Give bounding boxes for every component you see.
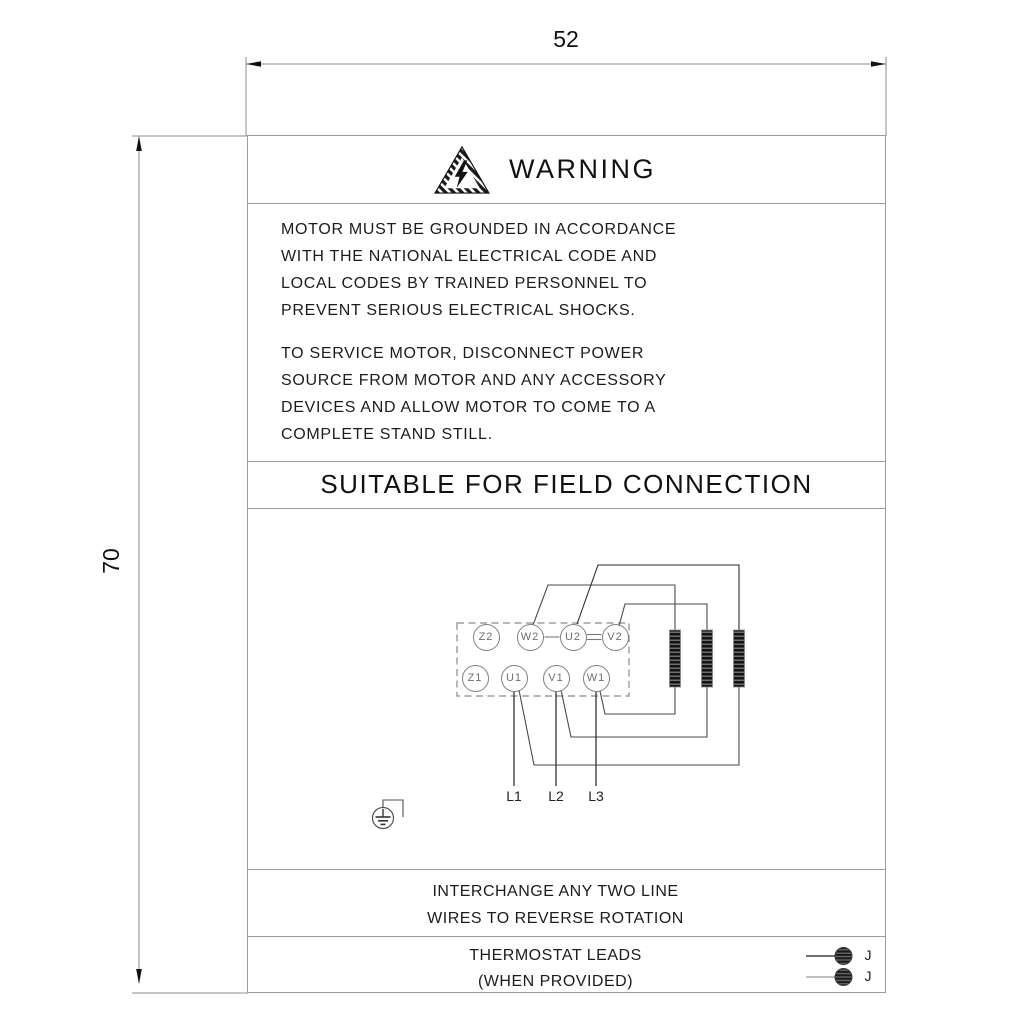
service-paragraph — [281, 340, 885, 448]
text-line: LOCAL CODES BY TRAINED PERSONNEL TO — [281, 275, 648, 292]
terminal-u1: U1 — [501, 665, 528, 692]
height-dimension-value: 70 — [98, 548, 124, 574]
arrow-up-icon — [136, 136, 142, 151]
winding-coil-icon — [734, 630, 745, 687]
terminal-v1: V1 — [543, 665, 570, 692]
wire-v1-coil2 — [561, 687, 707, 737]
winding-coil-icon — [670, 630, 681, 687]
width-dimension-value: 52 — [553, 26, 579, 52]
arrow-right-icon — [871, 61, 886, 67]
rotation-note-band — [248, 869, 885, 936]
wire-w1-coil1 — [600, 687, 675, 714]
winding-coil-icon — [702, 630, 713, 687]
thermostat-lead-label-1: J — [864, 947, 872, 963]
grounding-paragraph — [281, 216, 885, 324]
earth-ground-icon — [373, 800, 404, 829]
wiring-diagram — [248, 509, 885, 870]
high-voltage-hazard-icon — [433, 145, 491, 195]
field-connection-title: SUITABLE FOR FIELD CONNECTION — [320, 469, 813, 499]
line-lead-l2: L2 — [548, 788, 564, 804]
arrow-left-icon — [246, 61, 261, 67]
thermostat-band — [248, 936, 885, 993]
terminal-bead-icon — [835, 969, 852, 986]
thermostat-leads-graphic — [788, 937, 886, 994]
rotation-note-line1: INTERCHANGE ANY TWO LINE — [432, 883, 679, 900]
terminal-z2: Z2 — [473, 624, 500, 651]
wire-u1-coil3 — [519, 687, 739, 765]
text-line: MOTOR MUST BE GROUNDED IN ACCORDANCE — [281, 221, 677, 238]
text-line: TO SERVICE MOTOR, DISCONNECT POWER — [281, 345, 645, 362]
wire-v2-coil2 — [619, 604, 707, 630]
warning-header — [248, 136, 885, 203]
terminal-bead-icon — [835, 948, 852, 965]
terminal-w1: W1 — [583, 665, 610, 692]
rotation-note-line2: WIRES TO REVERSE ROTATION — [427, 909, 684, 927]
line-lead-l3: L3 — [588, 788, 604, 804]
terminal-v2: V2 — [602, 624, 629, 651]
wiring-diagram-section — [248, 508, 885, 869]
warning-label-plate — [247, 135, 886, 993]
text-line: PREVENT SERIOUS ELECTRICAL SHOCKS. — [281, 302, 636, 319]
arrow-down-icon — [136, 969, 142, 984]
terminal-z1: Z1 — [462, 665, 489, 692]
wire-u2-coil3 — [577, 565, 739, 630]
thermostat-lead-label-2: J — [864, 968, 872, 984]
thermostat-line1: THERMOSTAT LEADS — [469, 947, 642, 964]
text-line: SOURCE FROM MOTOR AND ANY ACCESSORY — [281, 372, 667, 389]
warning-header-content — [433, 145, 656, 195]
terminal-w2: W2 — [517, 624, 544, 651]
field-connection-band — [248, 461, 885, 508]
text-line: WITH THE NATIONAL ELECTRICAL CODE AND — [281, 248, 658, 265]
thermostat-line2: (WHEN PROVIDED) — [477, 972, 634, 990]
text-line: DEVICES AND ALLOW MOTOR TO COME TO A — [281, 399, 656, 416]
line-lead-l1: L1 — [506, 788, 522, 804]
text-line: COMPLETE STAND STILL. — [281, 426, 493, 443]
warning-text-section — [248, 203, 885, 461]
warning-title: WARNING — [509, 154, 656, 184]
terminal-u2: U2 — [560, 624, 587, 651]
